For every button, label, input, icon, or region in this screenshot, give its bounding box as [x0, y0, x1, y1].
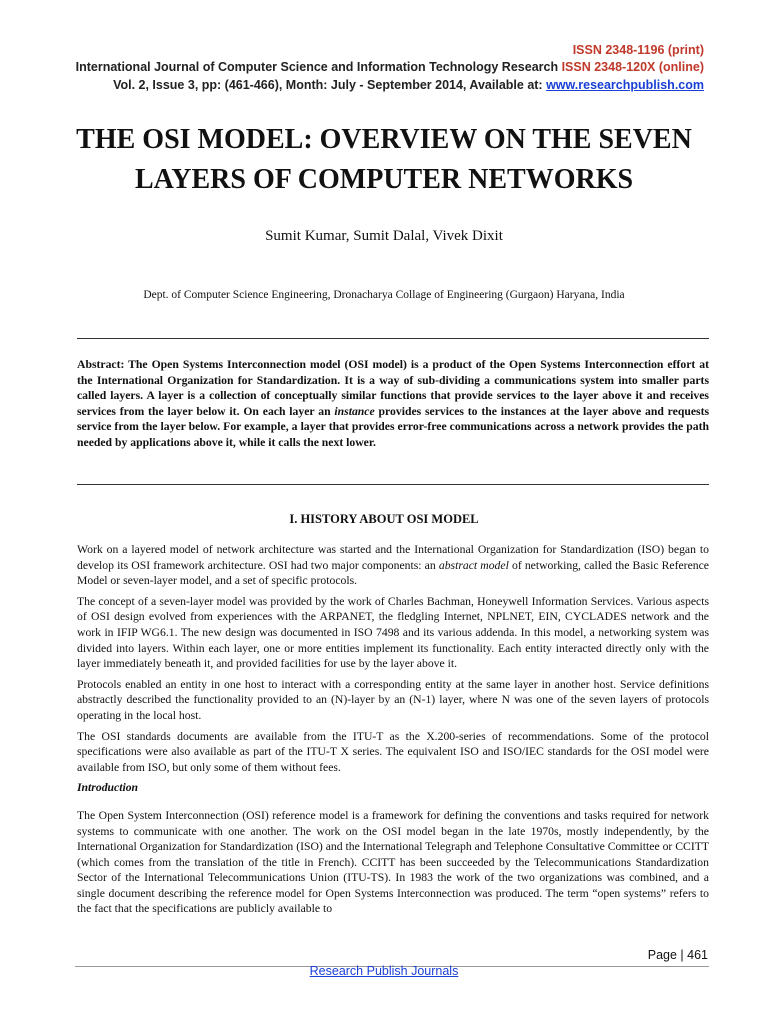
paragraph-1-emphasis: abstract model: [438, 558, 509, 572]
abstract-text-1: The Open Systems Interconnection model (OSI model) is a product of the Open Systems Interconnection effort at the International Organization for Standardization. It is a way of sub-dividing a communications system into smaller parts called layers. A layer is a collection of conceptually similar functions that provide services to the layer above it and receives services from the layer below it. On each layer an: [77, 358, 709, 418]
authors: Sumit Kumar, Sumit Dalal, Vivek Dixit: [265, 228, 503, 244]
abstract-bottom-rule: [77, 484, 709, 485]
issn-online: ISSN 2348-120X (online): [561, 60, 704, 74]
abstract-top-rule: [77, 338, 709, 339]
footer: [0, 964, 768, 978]
paper-title: THE OSI MODEL: OVERVIEW ON THE SEVEN LAYERS OF COMPUTER NETWORKS: [76, 124, 692, 195]
paragraph-1-text-b: of networking, called the Basic Reference Model or seven-layer model, and a set of specific protocols.: [77, 558, 709, 588]
paragraph-1-text-a: Work on a layered model of network architecture was started and the International Organization for Standardization (ISO) began to develop its OSI framework architecture. OSI had two major components: an: [77, 543, 709, 572]
publisher-link[interactable]: Research Publish Journals: [309, 964, 459, 978]
paragraph-2: The concept of a seven-layer model was provided by the work of Charles Bachman, Honeywell Information Services. Various aspects of OSI design evolved from experiences with the ARPANET, the fledgling Internet, NPLNET, EIN, CYCLADES network and the work in IFIP WG6.1. The new design was documented in ISO 7498 and its various addenda. In this model, a networking system was divided into layers. Within each layer, one or more entities implement its functionality. Each entity interacted directly only with the layer immediately beneath it, and provided facilities for use by the layer above it.: [77, 594, 709, 671]
abstract-text-2: provides services to the instances at the layer above and requests service from the layer below. For example, a layer that provides error-free communications across a network provides the path needed by applications above it, while it calls the next lower.: [77, 404, 710, 449]
journal-website-link[interactable]: www.researchpublish.com: [546, 78, 704, 92]
issn-print: ISSN 2348-1196 (print): [572, 43, 704, 57]
paragraph-3: Protocols enabled an entity in one host to interact with a corresponding entity at the same layer in another host. Service definitions abstractly described the functionality provided to an (N)-layer by an (N-1) layer, where N was one of the seven layers of protocols operating in the local host.: [77, 677, 709, 722]
section-heading: I. HISTORY ABOUT OSI MODEL: [289, 512, 479, 526]
section-body: [77, 542, 709, 922]
page-number: Page | 461: [647, 948, 708, 962]
paragraph: [77, 542, 709, 589]
journal-name: International Journal of Computer Science and Information Technology Research: [75, 60, 559, 74]
abstract-label: Abstract:: [77, 358, 125, 371]
paragraph-4: The OSI standards documents are available from the ITU-T as the X.200-series of recommendations. Some of the protocol specifications were also available as part of the ITU-T X series. The equivalent ISO and ISO/IEC standards for the OSI model were available from ISO, but only some of them without fees.: [77, 729, 709, 774]
volume-line: [113, 78, 704, 92]
introduction-subheading: Introduction: [77, 781, 139, 795]
volume-info: Vol. 2, Issue 3, pp: (461-466), Month: July - September 2014, Available at:: [113, 78, 543, 92]
abstract: [77, 357, 709, 450]
affiliation: Dept. of Computer Science Engineering, Dronacharya Collage of Engineering (Gurgaon) Haryana, India: [143, 289, 625, 301]
abstract-emphasis: instance: [334, 404, 375, 418]
paragraph-5: The Open System Interconnection (OSI) reference model is a framework for defining the conventions and tasks required for network systems to communicate with one another. The work on the OSI model began in the late 1970s, mostly independently, by the International Organization for Standardization (ISO) and the International Telegraph and Telephone Consultative Committee or CCITT (which comes from the translation of the title in French). CCITT has been succeeded by the Telecommunications Standardization Sector of the International Telecommunications Union (ITU-TS). In 1983 the work of the two organizations was combined, and a single document describing the reference model for Open Systems Interconnection was produced. The term “open systems” refers to the fact that the specifications are publicly available to: [77, 808, 709, 916]
journal-line: [76, 60, 704, 74]
